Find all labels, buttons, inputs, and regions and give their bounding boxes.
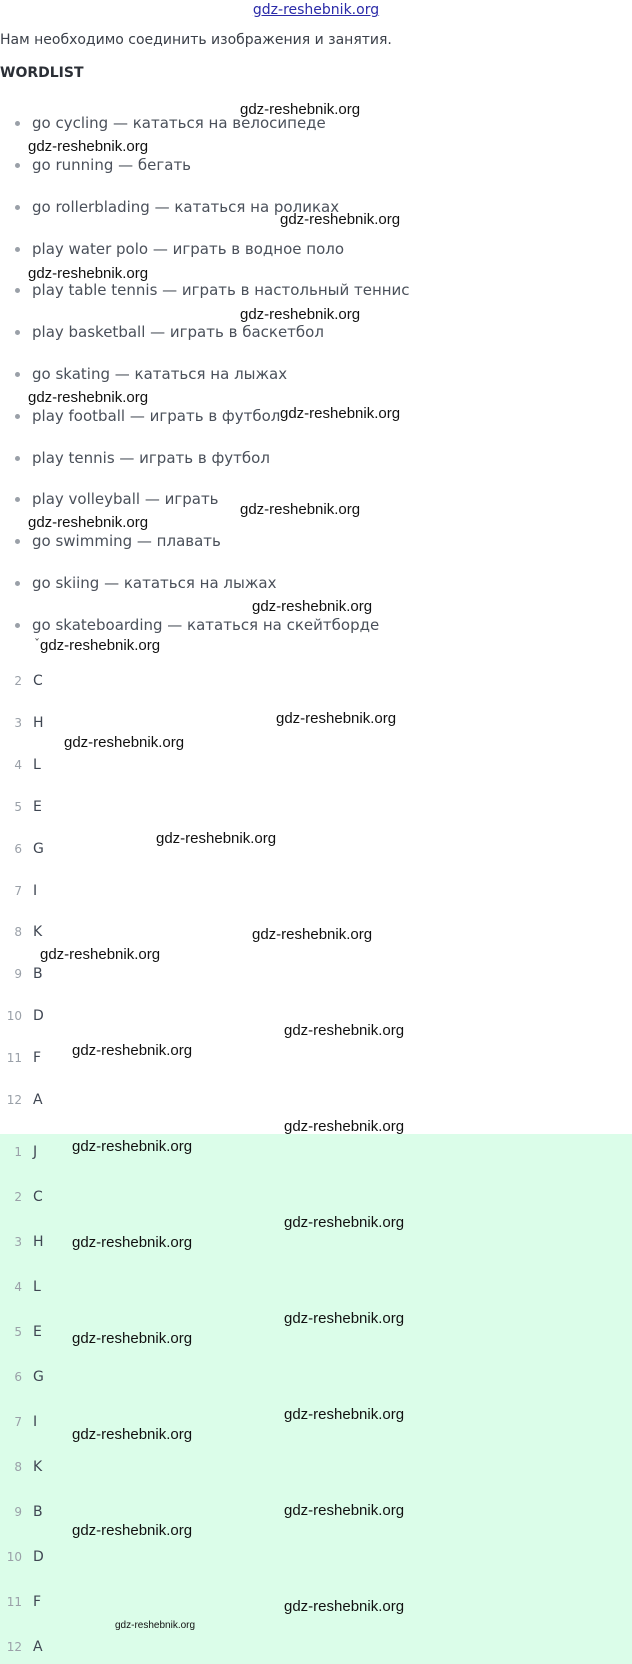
bullet-icon bbox=[15, 205, 20, 210]
answer-row: 5 E bbox=[14, 799, 42, 815]
answer-row: 3 H bbox=[14, 1234, 44, 1250]
watermark: gdz-reshebnik.org bbox=[72, 1330, 193, 1347]
watermark: gdz-reshebnik.org bbox=[284, 1118, 405, 1135]
watermark: gdz-reshebnik.org bbox=[240, 501, 361, 518]
site-link[interactable]: gdz-reshebnik.org bbox=[252, 2, 380, 18]
list-item: go skiing — кататься на лыжах bbox=[15, 572, 276, 594]
watermark: gdz-reshebnik.org bbox=[40, 637, 161, 654]
watermark: gdz-reshebnik.org bbox=[72, 1042, 193, 1059]
bullet-icon bbox=[15, 414, 20, 419]
bullet-icon bbox=[15, 456, 20, 461]
list-item: play volleyball — играть bbox=[15, 488, 219, 510]
list-item: go swimming — плавать bbox=[15, 530, 221, 552]
watermark: gdz-reshebnik.org bbox=[252, 598, 373, 615]
bullet-icon bbox=[15, 539, 20, 544]
watermark: gdz-reshebnik.org bbox=[276, 710, 397, 727]
watermark: gdz-reshebnik.org bbox=[28, 514, 149, 531]
answer-row: 6 G bbox=[14, 841, 44, 857]
list-item: play tennis — играть в футбол bbox=[15, 447, 270, 469]
bullet-icon bbox=[15, 163, 20, 168]
answer-row: 3 H bbox=[14, 715, 44, 731]
answer-row: 12 A bbox=[6, 1092, 43, 1108]
watermark: gdz-reshebnik.org bbox=[284, 1406, 405, 1423]
answer-row: 6 G bbox=[14, 1369, 44, 1385]
watermark: gdz-reshebnik.org bbox=[64, 734, 185, 751]
watermark: gdz-reshebnik.org bbox=[284, 1022, 405, 1039]
wordlist-title: WORDLIST bbox=[0, 65, 84, 81]
watermark: gdz-reshebnik.org bbox=[72, 1522, 193, 1539]
watermark: gdz-reshebnik.org bbox=[240, 306, 361, 323]
watermark: gdz-reshebnik.org bbox=[284, 1214, 405, 1231]
answer-row: 7 I bbox=[14, 1414, 38, 1430]
bullet-icon bbox=[15, 121, 20, 126]
bullet-icon bbox=[15, 330, 20, 335]
list-item: go running — бегать bbox=[15, 154, 191, 176]
list-item: play basketball — играть в баскетбол bbox=[15, 321, 324, 343]
watermark: gdz-reshebnik.org bbox=[72, 1138, 193, 1155]
watermark: gdz-reshebnik.org bbox=[156, 830, 277, 847]
watermark: gdz-reshebnik.org bbox=[28, 138, 149, 155]
watermark: gdz-reshebnik.org bbox=[252, 926, 373, 943]
answer-row: 12 A bbox=[6, 1639, 43, 1655]
answer-row: 10 D bbox=[6, 1549, 44, 1565]
list-item: go skating — кататься на лыжах bbox=[15, 363, 287, 385]
bullet-icon bbox=[15, 288, 20, 293]
watermark: gdz-reshebnik.org bbox=[115, 1620, 196, 1631]
watermark: gdz-reshebnik.org bbox=[280, 211, 401, 228]
answer-row: 4 L bbox=[14, 757, 41, 773]
answer-row: 9 B bbox=[14, 966, 43, 982]
answer-row: 2 C bbox=[14, 1189, 43, 1205]
bullet-icon bbox=[15, 581, 20, 586]
answer-row: 10 D bbox=[6, 1008, 44, 1024]
list-item: play water polo — играть в водное поло bbox=[15, 238, 344, 260]
answer-row: 9 B bbox=[14, 1504, 43, 1520]
answer-row: 1 J bbox=[14, 1144, 38, 1160]
answer-row: 4 L bbox=[14, 1279, 41, 1295]
bullet-icon bbox=[15, 623, 20, 628]
watermark: gdz-reshebnik.org bbox=[28, 265, 149, 282]
watermark: gdz-reshebnik.org bbox=[28, 389, 149, 406]
answer-row: 7 I bbox=[14, 883, 38, 899]
list-item: go skateboarding — кататься на скейтборде bbox=[15, 614, 379, 636]
list-item: play football — играть в футбол bbox=[15, 405, 280, 427]
answer-row: 5 E bbox=[14, 1324, 42, 1340]
watermark: gdz-reshebnik.org bbox=[240, 101, 361, 118]
watermark: gdz-reshebnik.org bbox=[284, 1598, 405, 1615]
bullet-icon bbox=[15, 247, 20, 252]
watermark: gdz-reshebnik.org bbox=[284, 1502, 405, 1519]
list-item: go rollerblading — кататься на роликах bbox=[15, 196, 339, 218]
bullet-icon bbox=[15, 372, 20, 377]
list-item: go cycling — кататься на велосипеде bbox=[15, 112, 326, 134]
watermark: gdz-reshebnik.org bbox=[72, 1426, 193, 1443]
answer-row: 8 K bbox=[14, 924, 43, 940]
list-item: play table tennis — играть в настольный теннис bbox=[15, 279, 410, 301]
watermark: gdz-reshebnik.org bbox=[72, 1234, 193, 1251]
watermark: gdz-reshebnik.org bbox=[280, 405, 401, 422]
cut-off-glyph: ˇ bbox=[34, 637, 40, 651]
intro-text: Нам необходимо соединить изображения и занятия. bbox=[0, 32, 392, 48]
answer-row: 8 K bbox=[14, 1459, 43, 1475]
bullet-icon bbox=[15, 497, 20, 502]
answer-row: 11 F bbox=[6, 1594, 42, 1610]
answer-row: 2 C bbox=[14, 673, 43, 689]
watermark: gdz-reshebnik.org bbox=[284, 1310, 405, 1327]
watermark: gdz-reshebnik.org bbox=[40, 946, 161, 963]
answer-row: 11 F bbox=[6, 1050, 42, 1066]
